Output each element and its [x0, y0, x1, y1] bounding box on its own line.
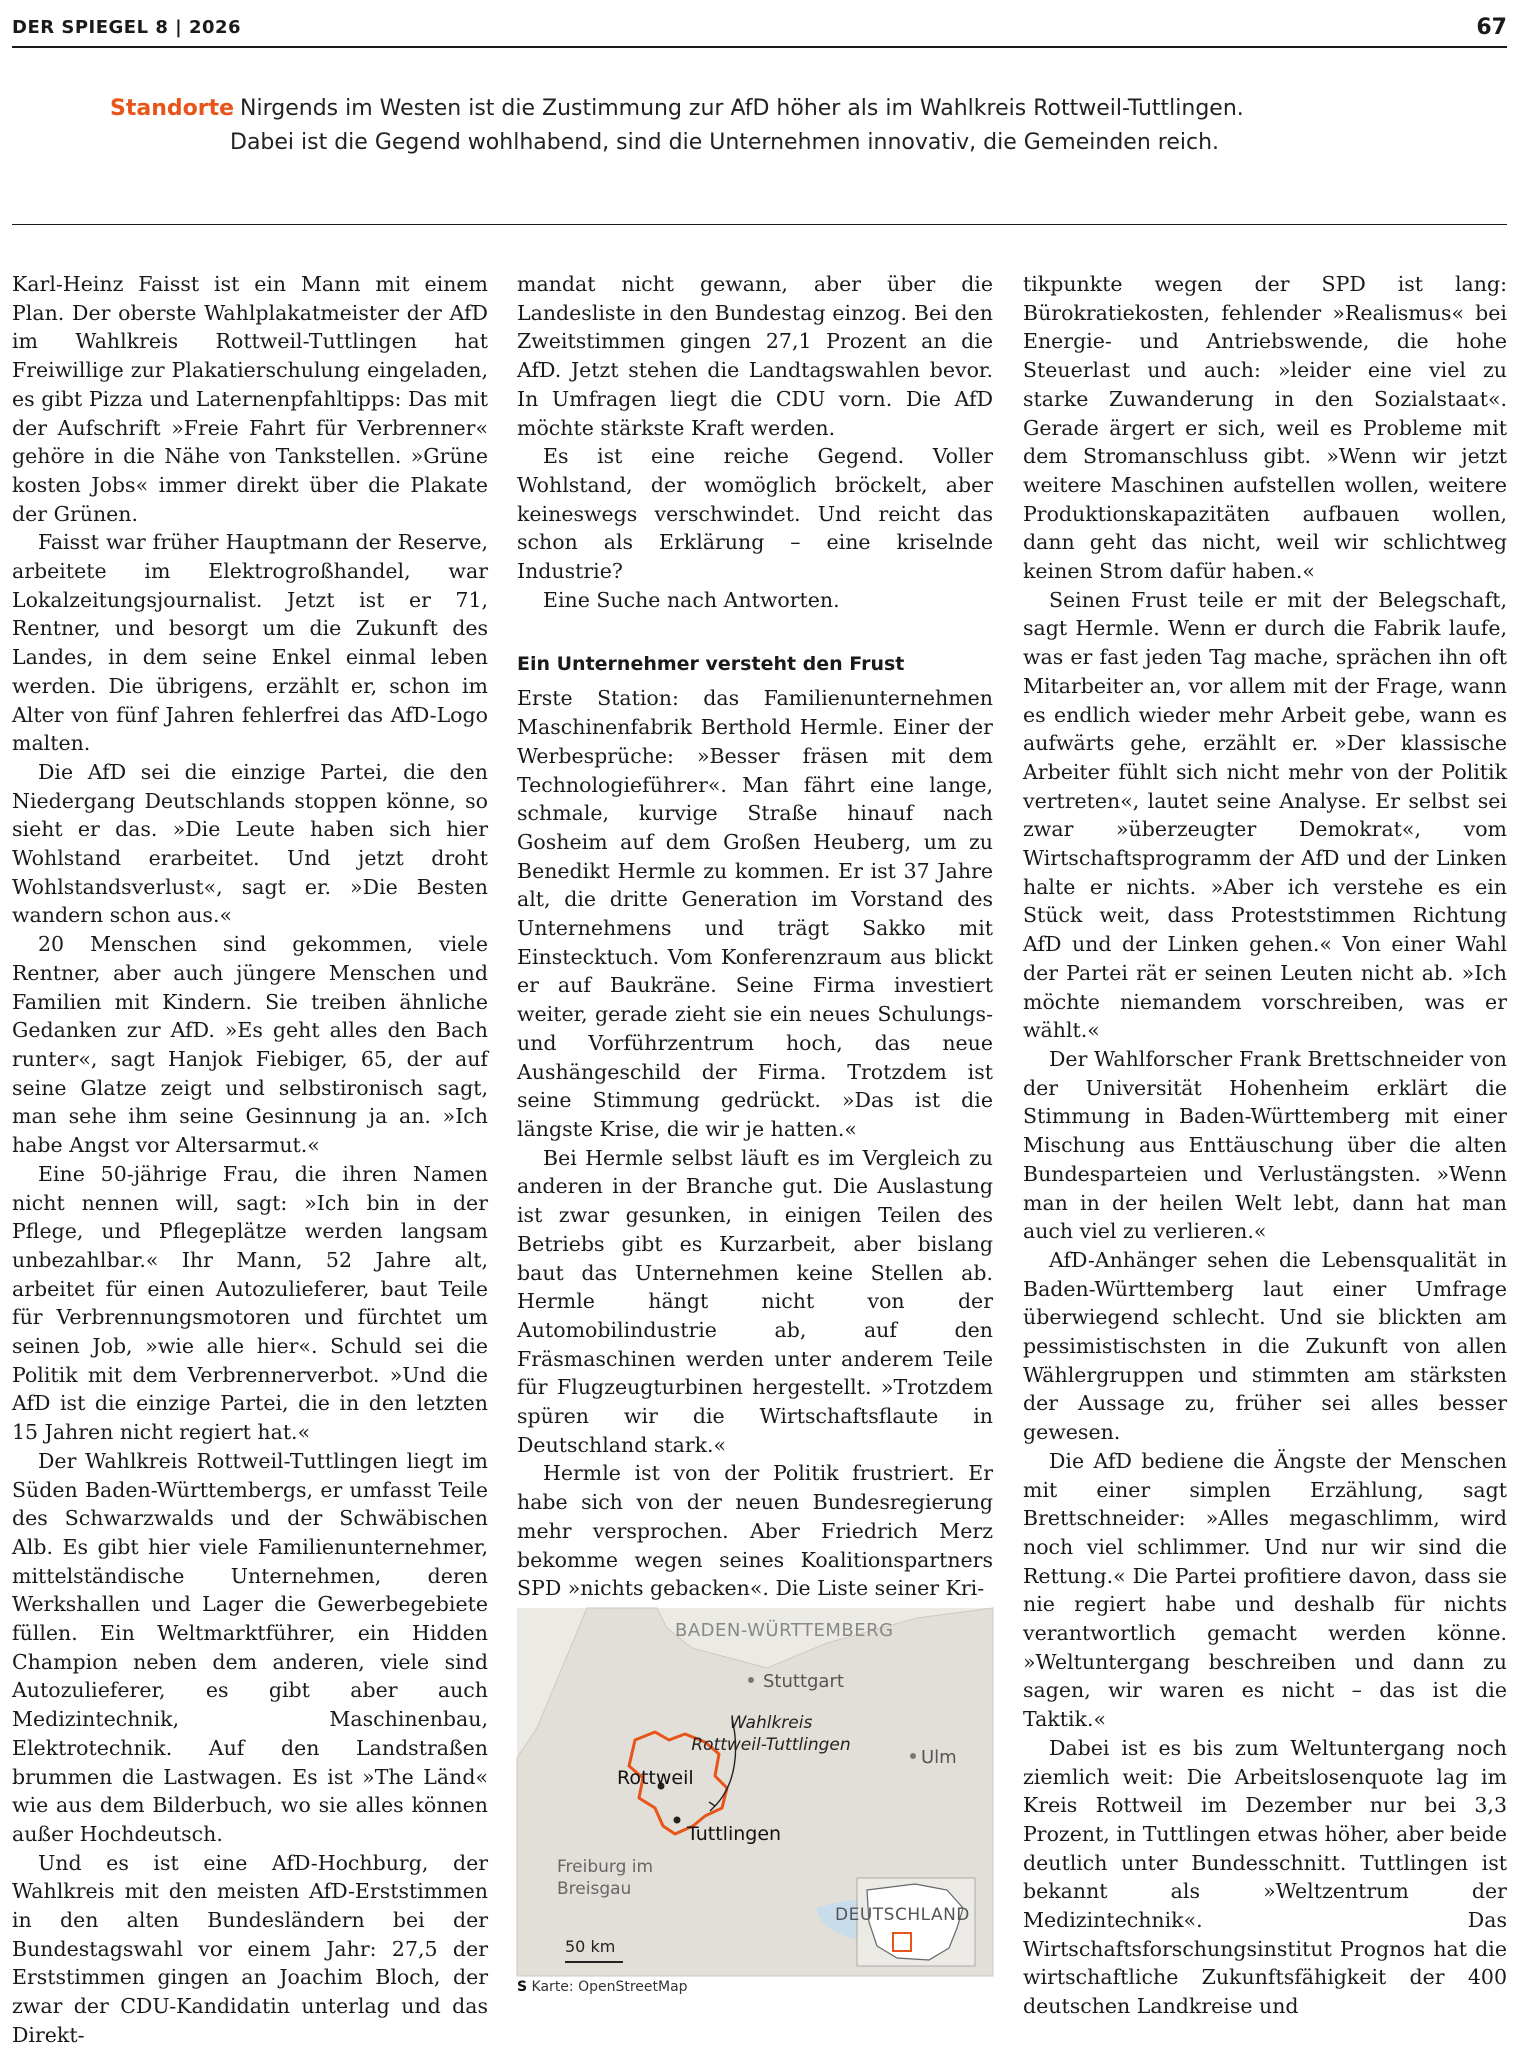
paragraph: Die AfD sei die einzige Partei, die den Niedergang Deutschlands stoppen könne, so sieht er das. »Die Leute haben sich hier Wohlstand erarbeitet. Und jetzt droht Wohlstandsverlust«, sagt er. »Die Besten wandern schon aus.«: [12, 759, 488, 928]
paragraph: Seinen Frust teile er mit der Belegschaft, sagt Hermle. Wenn er durch die Fabrik laufe, was er fast jeden Tag mache, sprächen ihn oft Mitarbeiter an, vor allem mit der Frage, wann es endlich wieder mehr Arbeit gebe, wann es aufwärts gehe, erzählt er. »Der klassische Arbeiter fühlt sich nicht mehr von der Politik vertreten«, lautet seine Analyse. Er selbst sei zwar »überzeugter Demokrat«, vom Wirtschaftsprogramm der AfD und der Linken halte er nichts. »Aber ich verstehe es ein Stück weit, dass Proteststimmen Richtung AfD und der Linken gehen.« Von einer Wahl der Partei rät er seinen Leuten nicht ab. »Ich möchte niemandem vorschreiben, was er wählt.«: [1023, 587, 1507, 1043]
ulm-dot: [910, 1753, 916, 1759]
paragraph: Karl-Heinz Faisst ist ein Mann mit einem Plan. Der oberste Wahlplakatmeister der AfD im Wahlkreis Rottweil-Tuttlingen hat Freiwillige zur Plakatierschulung eingeladen, es gibt Pizza und Laternenpfahltipps: Das mit der Aufschrift »Freie Fahrt für Verbrenner« gehöre in die Nähe von Tankstellen. »Grüne kosten Jobs« immer direkt über die Plakate der Grünen.: [12, 272, 488, 526]
paragraph: tikpunkte wegen der SPD ist lang: Bürokratiekosten, fehlender »Realismus« bei Energie- und Antriebswende, die hohe Steuerlast und auch: »leider eine viel zu starke Zuwanderung in den Sozialstaat«. Gerade ärgert er sich, weil es Probleme mit dem Stromanschluss gibt. »Wenn wir jetzt weitere Maschinen aufstellen wollen, weitere Produktionskapazitäten aufbauen wollen, dann geht das nicht, weil wir schlichtweg keinen Strom dafür haben.«: [1023, 272, 1507, 584]
article-column-1: [12, 270, 488, 2047]
subheading: Ein Unternehmer versteht den Frust: [517, 653, 905, 676]
paragraph: 20 Menschen sind gekommen, viele Rentner, aber auch jüngere Menschen und Familien mit Kindern. Sie treiben ähnliche Gedanken zur AfD. »Es geht alles den Bach runter«, sagt Hanjok Fiebiger, 65, der auf seine Glatze zeigt und selbstironisch sagt, man sehe ihm seine Gesinnung ja an. »Ich habe Angst vor Altersarmut.«: [12, 932, 488, 1158]
map-constituency-label-2: Rottweil-Tuttlingen: [691, 1735, 851, 1755]
map-city-freiburg-2: Breisgau: [557, 1879, 632, 1899]
page-number: 67: [1476, 14, 1507, 40]
tuttlingen-dot: [674, 1817, 681, 1824]
standfirst: [110, 92, 1443, 160]
page-header: [12, 8, 1507, 48]
map-scale-label: 50 km: [565, 1937, 616, 1956]
map-city-rottweil: Rottweil: [617, 1767, 694, 1789]
paragraph: Und es ist eine AfD-Hochburg, der Wahlkreis mit den meisten AfD-Erststimmen in den alten Bundesländern bei der Bundestagswahl vor einem Jahr: 27,5 der Erststimmen gingen an Joachim Bloch, der zwar der CDU-Kandidatin unterlag und das Direkt-: [12, 1850, 488, 2047]
map-country-label: DEUTSCHLAND: [835, 1905, 970, 1925]
locator-map: [517, 1608, 993, 1976]
standfirst-line-2: Dabei ist die Gegend wohlhabend, sind die Unternehmen innovativ, die Gemeinden reich.: [230, 130, 1220, 155]
paragraph: Eine 50-jährige Frau, die ihren Namen nicht nennen will, sagt: »Ich bin in der Pflege, und Pflegeplätze werden langsam unbezahlbar.« Ihr Mann, 52 Jahre alt, arbeitet für einen Autozulieferer, baut Teile für Verbrennungsmotoren und fürchtet um seinen Job, »wie alle hier«. Schuld sei die Politik mit dem Verbrennerverbot. »Und die AfD ist die einzige Partei, die in den letzten 15 Jahren nicht regiert hat.«: [12, 1161, 488, 1445]
map-credit: [517, 1979, 688, 1995]
paragraph: Erste Station: das Familienunternehmen Maschinenfabrik Berthold Hermle. Einer der Werbesprüche: »Besser fräsen mit dem Technologieführer«. Man fährt eine lange, schmale, kurvige Straße hinauf nach Gosheim auf dem Großen Heuberg, um zu Benedikt Hermle zu kommen. Er ist 37 Jahre alt, die dritte Generation im Vorstand des Unternehmens und trägt Sakko mit Einstecktuch. Vom Konferenzraum aus blickt er auf Baukräne. Seine Firma investiert weiter, gerade zieht sie ein neues Schulungs- und Vorführzentrum hoch, das neue Aushängeschild der Firma. Trotzdem ist seine Stimmung gedrückt. »Das ist die längste Krise, die wir je hatten.«: [517, 686, 993, 1141]
magazine-issue: DER SPIEGEL 8 | 2026: [12, 16, 242, 38]
article-column-3: [1023, 270, 1507, 2019]
map-city-freiburg-1: Freiburg im: [557, 1857, 654, 1877]
map-city-ulm: Ulm: [921, 1747, 957, 1768]
paragraph: mandat nicht gewann, aber über die Landesliste in den Bundestag einzog. Bei den Zweitstimmen gingen 27,1 Prozent an die AfD. Jetzt stehen die Landtagswahlen bevor. In Umfragen liegt die CDU vorn. Die AfD möchte stärkste Kraft werden.: [517, 272, 993, 440]
section-label: Standorte: [110, 96, 235, 121]
paragraph: Dabei ist es bis zum Weltuntergang noch ziemlich weit: Die Arbeitslosenquote lag im Kreis Rottweil im Dezember nur bei 3,3 Prozent, in Tuttlingen etwas höher, aber beide deutlich unter Bundesschnitt. Tuttlingen ist bekannt als »Weltzentrum der Medizintechnik«. Das Wirtschaftsforschungsinstitut Prognos hat die wirtschaftliche Zukunftsfähigkeit der 400 deutschen Landkreise und: [1023, 1735, 1507, 2019]
paragraph: Die AfD bediene die Ängste der Menschen mit einer simplen Erzählung, sagt Brettschneider: »Alles megaschlimm, wird noch viel schlimmer. Und nur wir sind die Rettung.« Die Partei profitiere davon, dass sie nie regiert habe und deshalb für nichts verantwortlich gemacht werden könne. »Weltuntergang beschreiben und dann zu sagen, wir waren es nicht – das ist die Taktik.«: [1023, 1448, 1507, 1732]
paragraph: Eine Suche nach Antworten.: [543, 587, 840, 612]
paragraph: Der Wahlkreis Rottweil-Tuttlingen liegt im Süden Baden-Württembergs, er umfasst Teile des Schwarzwalds und der Schwäbischen Alb. Es gibt hier viele Familienunternehmer, mittelständische Unternehmen, deren Werkshallen und Lager die Gewerbegebiete füllen. Ein Weltmarktführer, ein Hidden Champion neben dem anderen, viele sind Autozulieferer, es gibt aber auch Medizintechnik, Maschinenbau, Elektrotechnik. Auf den Landstraßen brummen die Lastwagen. Es ist »The Länd« wie aus dem Bilderbuch, wo sie alles können außer Hochdeutsch.: [12, 1448, 488, 1846]
paragraph: Faisst war früher Hauptmann der Reserve, arbeitete im Elektrogroßhandel, war Lokalzeitungsjournalist. Jetzt ist er 71, Rentner, und besorgt um die Zukunft des Landes, in dem seine Enkel einmal leben werden. Die übrigens, erzählt er, schon im Alter von fünf Jahren fehlerfrei das AfD-Logo malten.: [12, 530, 488, 756]
stuttgart-dot: [748, 1677, 754, 1683]
header-rule: [12, 224, 1507, 225]
paragraph: AfD-Anhänger sehen die Lebensqualität in Baden-Württemberg laut einer Umfrage überwiegend schlecht. Und sie blickten am pessimistischsten in die Zukunft von allen Wählergruppen und stimmten am stärksten der Aussage zu, früher sei alles besser gewesen.: [1023, 1247, 1507, 1445]
spiegel-logo: S: [517, 1979, 528, 1995]
paragraph: Hermle ist von der Politik frustriert. Er habe sich von der neuen Bundesregierung mehr versprochen. Aber Friedrich Merz bekomme wegen seines Koalitionspartners SPD »nichts gebacken«. Die Liste seiner Kri-: [517, 1461, 993, 1601]
standfirst-line-1: Nirgends im Westen ist die Zustimmung zur AfD höher als im Wahlkreis Rottweil-Tuttlingen.: [240, 96, 1244, 121]
paragraph: Bei Hermle selbst läuft es im Vergleich zu anderen in der Branche gut. Die Auslastung ist zwar gesunken, in einigen Teilen des Betriebs gibt es Kurzarbeit, aber bislang baut das Unternehmen keine Stellen ab. Hermle hängt nicht von der Automobilindustrie ab, auf den Fräsmaschinen werden unter anderem Teile für Flugzeugturbinen hergestellt. »Trotzdem spüren wir die Wirtschaftsflaute in Deutschland stark.«: [517, 1145, 993, 1457]
paragraph: Der Wahlforscher Frank Brettschneider von der Universität Hohenheim erklärt die Stimmung in Baden-Württemberg mit einer Mischung aus Enttäuschung über die alten Bundesparteien und Verlustängsten. »Wenn man in der heilen Welt lebt, dann hat man auch viel zu verlieren.«: [1023, 1046, 1507, 1244]
map-region-label: BADEN-WÜRTTEMBERG: [675, 1620, 894, 1641]
map-city-stuttgart: Stuttgart: [763, 1671, 844, 1692]
map-constituency-label-1: Wahlkreis: [729, 1713, 813, 1733]
map-city-tuttlingen: Tuttlingen: [687, 1823, 782, 1845]
paragraph: Es ist eine reiche Gegend. Voller Wohlstand, der womöglich bröckelt, aber keineswegs verschwindet. Und reicht das schon als Erklärung – eine kriselnde Industrie?: [517, 444, 993, 584]
credit-text: Karte: OpenStreetMap: [531, 1979, 688, 1995]
